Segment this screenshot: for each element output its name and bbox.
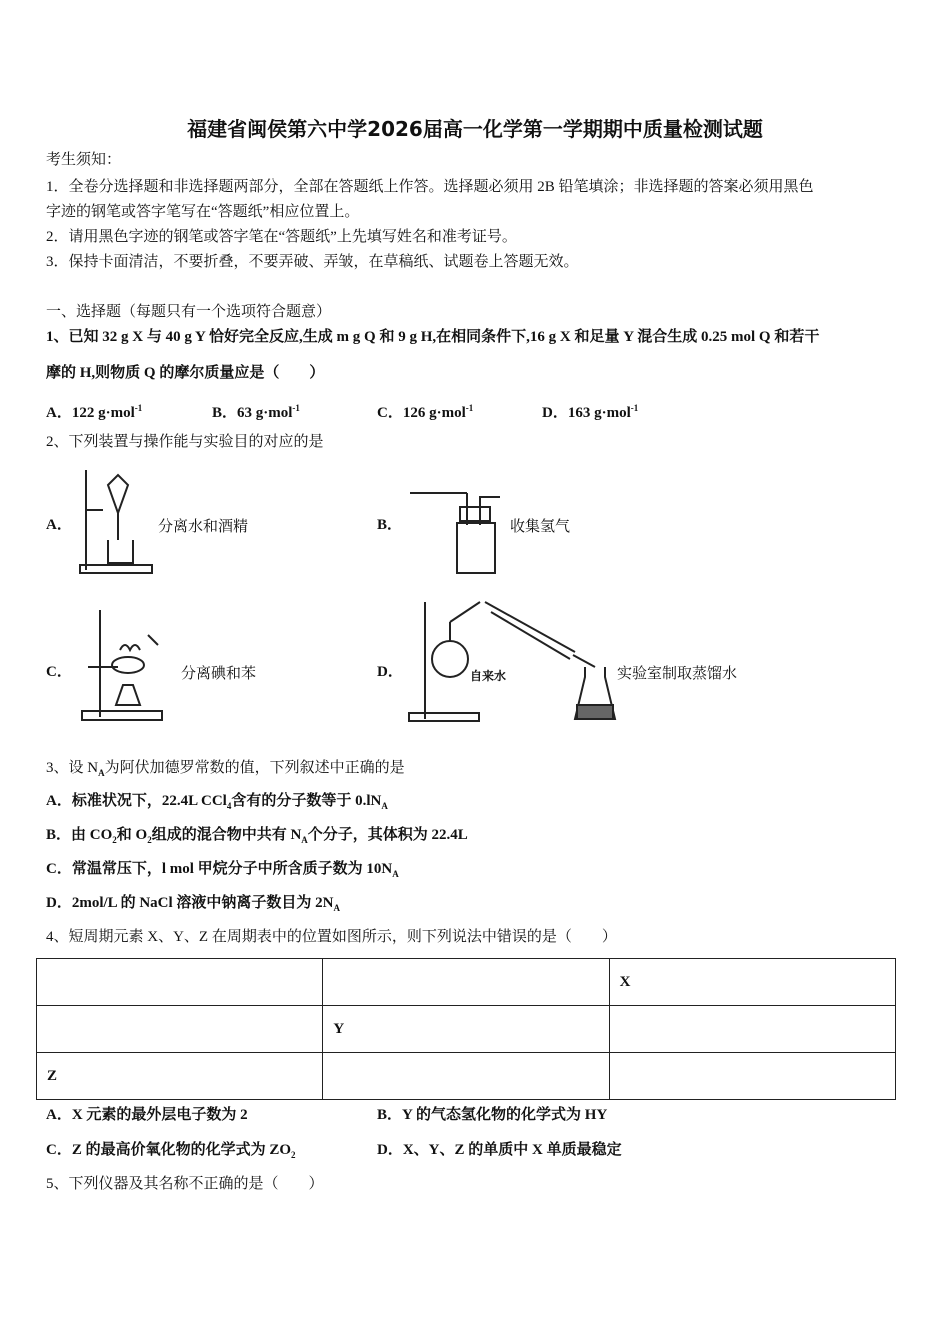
q2-option-c-letter[interactable]: C．	[46, 664, 72, 680]
table-cell: Y	[323, 1006, 609, 1053]
notice-3: 3．保持卡面清洁，不要折叠，不要弄破、弄皱，在草稿纸、试题卷上答题无效。	[46, 254, 579, 270]
q3-option-d[interactable]: D．2mol/L 的 NaCl 溶液中钠离子数目为 $2N_A$	[46, 895, 341, 913]
q3-stem: 3、设 $N_A$为阿伏加德罗常数的值，下列叙述中正确的是	[46, 760, 405, 778]
q1-option-c[interactable]: C．126 g·mol$^{-1}$	[377, 403, 474, 421]
q2-option-b-label: 收集氢气	[510, 519, 571, 535]
table-cell: Z	[37, 1053, 323, 1100]
table-cell: X	[609, 959, 895, 1006]
q3-option-b[interactable]: B．由 $CO_2$和 $O_2$组成的混合物中共有 $N_A$个分子，其体积为 22.4L	[46, 827, 468, 845]
sublimation-apparatus-figure	[78, 605, 168, 723]
periodic-table-grid	[36, 958, 896, 1100]
q3-option-a[interactable]: A．标准状况下，22.4L CCl$_4$含有的分子数等于 $0.lN_A$	[46, 793, 388, 811]
q1-option-b[interactable]: B．63 g·mol$^{-1}$	[212, 403, 300, 421]
q1-option-a[interactable]: A．122 g·mol$^{-1}$	[46, 403, 143, 421]
notice-heading: 考生须知：	[46, 152, 122, 168]
q2-option-a-label: 分离水和酒精	[158, 519, 249, 535]
q2-option-d-label: 实验室制取蒸馏水	[617, 666, 738, 682]
q4-stem: 4、短周期元素 X、Y、Z 在周期表中的位置如图所示，则下列说法中错误的是（ ）	[46, 929, 617, 945]
q2-option-a-letter[interactable]: A．	[46, 517, 72, 533]
q2-stem: 2、下列装置与操作能与实验目的对应的是	[46, 434, 324, 450]
q1-stem-2: 摩的 H,则物质 Q 的摩尔质量应是（ ）	[46, 365, 325, 381]
q5-stem: 5、下列仪器及其名称不正确的是（ ）	[46, 1176, 324, 1192]
q2-option-d-letter[interactable]: D．	[377, 664, 403, 680]
table-cell	[323, 1053, 609, 1100]
q4-option-a[interactable]: A．X 元素的最外层电子数为 2	[46, 1107, 248, 1123]
table-cell	[37, 959, 323, 1006]
q4-option-d[interactable]: D．X、Y、Z 的单质中 X 单质最稳定	[377, 1142, 622, 1158]
q4-option-c[interactable]: C．Z 的最高价氧化物的化学式为 $ZO_2$	[46, 1142, 296, 1160]
notice-1b: 字迹的钢笔或答字笔写在“答题纸”相应位置上。	[46, 204, 360, 220]
table-cell	[323, 959, 609, 1006]
table-cell	[609, 1053, 895, 1100]
q2-option-b-letter[interactable]: B．	[377, 517, 403, 533]
table-cell	[37, 1006, 323, 1053]
gas-collecting-bottle-figure	[405, 485, 505, 580]
page-title: 福建省闽侯第六中学2026届高一化学第一学期期中质量检测试题	[187, 117, 763, 141]
q4-option-b[interactable]: B．Y 的气态氢化物的化学式为 HY	[377, 1107, 608, 1123]
q3-option-c[interactable]: C．常温常压下，l mol 甲烷分子中所含质子数为 $10N_A$	[46, 861, 399, 879]
q1-stem: 1、已知 32 g X 与 40 g Y 恰好完全反应,生成 m g Q 和 9 g H,在相同条件下,16 g X 和足量 Y 混合生成 0.25 mol Q 和若干	[46, 329, 820, 345]
separatory-funnel-figure	[78, 465, 158, 577]
q2-option-c-label: 分离碘和苯	[181, 666, 257, 682]
table-cell	[609, 1006, 895, 1053]
notice-1: 1．全卷分选择题和非选择题两部分，全部在答题纸上作答。选择题必须用 2B 铅笔填涂；非选择题的答案必须用黑色	[46, 179, 814, 195]
distillation-apparatus-figure	[405, 597, 620, 725]
q1-option-d[interactable]: D．163 g·mol$^{-1}$	[542, 403, 639, 421]
section-heading: 一、选择题（每题只有一个选项符合题意）	[46, 304, 332, 320]
notice-2: 2．请用黑色字迹的钢笔或答字笔在“答题纸”上先填写姓名和准考证号。	[46, 229, 517, 245]
tap-water-text: 自来水	[470, 669, 507, 683]
